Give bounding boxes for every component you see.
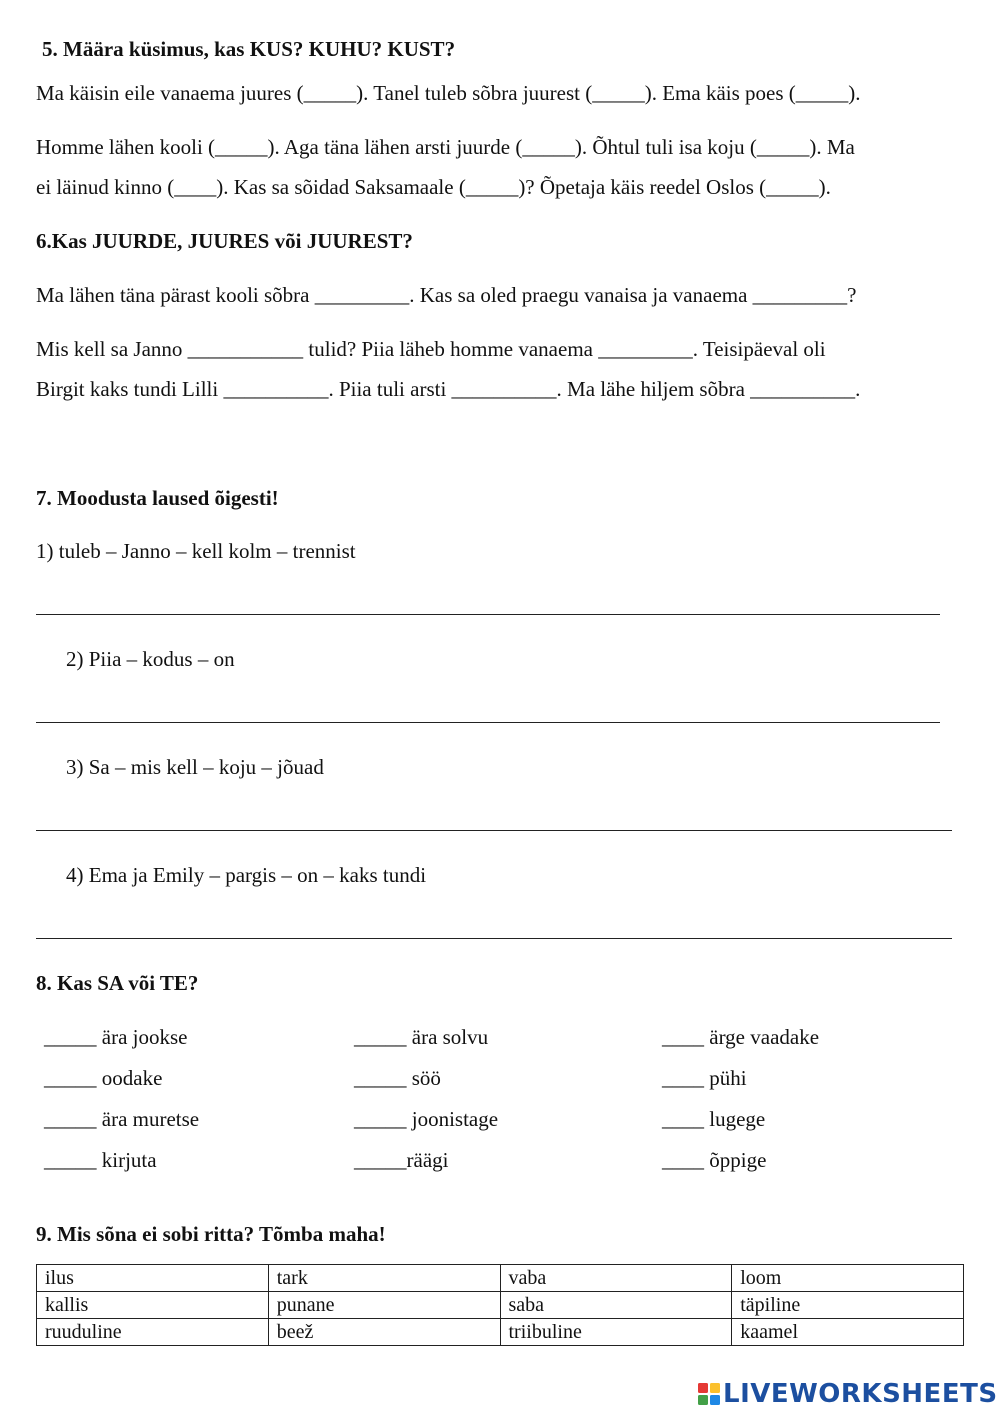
task7-item-1: 1) tuleb – Janno – kell kolm – trennist [36, 539, 356, 563]
task8-item[interactable]: _____ ära jookse [44, 1025, 188, 1049]
table-cell[interactable]: punane [268, 1292, 500, 1319]
liveworksheets-logo[interactable] [697, 1376, 998, 1412]
table-cell[interactable]: triibuline [500, 1319, 732, 1346]
task8-item[interactable]: _____ ära solvu [354, 1025, 489, 1049]
task8-title: 8. Kas SA või TE? [36, 971, 199, 995]
task5-line-3: ei läinud kinno (____). Kas sa sõidad Saksamaale (_____)? Õpetaja käis reedel Oslos (_____). [36, 175, 831, 199]
task8-item[interactable]: _____räägi [354, 1148, 449, 1172]
task5-line-1: Ma käisin eile vanaema juures (_____). Tanel tuleb sõbra juurest (_____). Ema käis poes (_____). [36, 81, 861, 105]
table-cell[interactable]: täpiline [732, 1292, 964, 1319]
table-cell[interactable]: vaba [500, 1265, 732, 1292]
task8-item[interactable]: _____ oodake [44, 1066, 163, 1090]
table-cell[interactable]: beež [268, 1319, 500, 1346]
table-cell[interactable]: saba [500, 1292, 732, 1319]
task7-item-3: 3) Sa – mis kell – koju – jõuad [66, 755, 324, 779]
answer-line-3[interactable] [36, 830, 952, 831]
task8-column-2 [354, 1025, 498, 1189]
table-cell[interactable]: tark [268, 1265, 500, 1292]
task8-item[interactable]: _____ söö [354, 1066, 441, 1090]
task8-item[interactable]: ____ lugege [662, 1107, 766, 1131]
task7-item-4: 4) Ema ja Emily – pargis – on – kaks tundi [66, 863, 427, 887]
task6-title: 6.Kas JUURDE, JUURES või JUUREST? [36, 229, 413, 253]
table-cell[interactable]: kallis [37, 1292, 269, 1319]
task9-title: 9. Mis sõna ei sobi ritta? Tõmba maha! [36, 1222, 386, 1246]
table-row [37, 1292, 964, 1319]
task5-title: 5. Määra küsimus, kas KUS? KUHU? KUST? [42, 37, 456, 61]
table-cell[interactable]: kaamel [732, 1319, 964, 1346]
task8-item[interactable]: _____ ära muretse [44, 1107, 200, 1131]
task8-item[interactable]: ____ pühi [662, 1066, 747, 1090]
task8-item[interactable]: _____ joonistage [354, 1107, 499, 1131]
answer-line-1[interactable] [36, 614, 940, 615]
task8-item[interactable]: _____ kirjuta [44, 1148, 157, 1172]
table-cell[interactable]: ilus [37, 1265, 269, 1292]
answer-line-4[interactable] [36, 938, 952, 939]
liveworksheets-logo-text: LIVEWORKSHEETS [723, 1379, 998, 1409]
task7-title: 7. Moodusta laused õigesti! [36, 486, 279, 510]
task6-line-1: Ma lähen täna pärast kooli sõbra _________. Kas sa oled praegu vanaisa ja vanaema _________? [36, 283, 857, 307]
task8-item[interactable]: ____ õppige [662, 1148, 767, 1172]
table-row [37, 1265, 964, 1292]
table-row [37, 1319, 964, 1346]
liveworksheets-logo-icon [697, 1382, 721, 1406]
task7-item-2: 2) Piia – kodus – on [66, 647, 235, 671]
task8-column-3 [662, 1025, 819, 1189]
word-table [36, 1264, 964, 1346]
task8-item[interactable]: ____ ärge vaadake [662, 1025, 820, 1049]
table-cell[interactable]: ruuduline [37, 1319, 269, 1346]
task8-column-1 [44, 1025, 199, 1189]
task5-line-2: Homme lähen kooli (_____). Aga täna lähen arsti juurde (_____). Õhtul tuli isa koju (_____). Ma [36, 135, 855, 159]
table-cell[interactable]: loom [732, 1265, 964, 1292]
answer-line-2[interactable] [36, 722, 940, 723]
task6-line-2: Mis kell sa Janno ___________ tulid? Piia läheb homme vanaema _________. Teisipäeval oli [36, 337, 826, 361]
task6-line-3: Birgit kaks tundi Lilli __________. Piia tuli arsti __________. Ma lähe hiljem sõbra __________. [36, 377, 861, 401]
